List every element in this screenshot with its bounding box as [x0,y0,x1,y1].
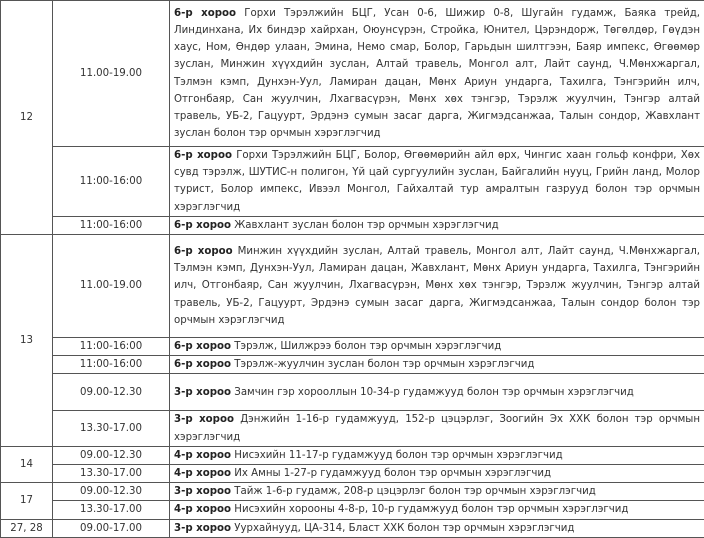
location-text: Жавхлант зуслан болон тэр орчмын хэрэглэгчид [234,220,498,231]
day-cell: 17 [1,483,53,519]
location-text: Уурхайнууд, ЦА-314, Бласт ХХК болон тэр орчмын хэрэглэгчид [234,523,574,534]
khoroo-label: 6-р хороо [174,246,233,257]
location-text: Тэрэлж-жуулчин зуслан болон тэр орчмын хэрэглэгчид [234,359,534,370]
description-cell [170,235,704,338]
khoroo-label: 3-р хороо [174,387,231,398]
khoroo-label: 4-р хороо [174,468,231,479]
khoroo-label: 6-р хороо [174,341,231,352]
day-cell: 13 [1,235,53,447]
table-row [1,374,704,411]
table-row [1,147,704,217]
description-cell [170,411,704,446]
description-cell [170,501,704,519]
table-row [1,1,704,147]
location-text: Нисэхийн хорооны 4-8-р, 10-р гудамжууд болон тэр орчмын хэрэглэгчид [234,504,628,515]
table-row [1,446,704,464]
table-row [1,338,704,356]
khoroo-label: 3-р хороо [174,414,234,425]
khoroo-label: 3-р хороо [174,486,231,497]
table-row [1,356,704,374]
location-text: Горхи Тэрэлжийн БЦГ, Усан 0-6, Шижир 0-8, Шугайн гудамж, Баяка трейд, Линдинхана, Их биндэр хайрхан, Оюунсүрэн, Стройка, Юнител, Цэрэндорж, Төгөлдөр, Гөүдэн хаус, Ном, Өндөр улаан, Эмина, Немо смар, Болор, Гарьдын шилтгээн, Баяр импекс, Өгөөмөр зуслан, Минжин хүүхдийн зуслан, Алтай травель, Монгол алт, Лайт саунд, Ч.Мөнхжаргал, Тэлмэн кэмп, Дунхэн-Уул, Ламиран дацан, Мөнх Ариун ундарга, Тахилга, Тэнгэрийн илч, Отгонбаяр, Сан жуулчин, Лхагвасүрэн, Мөнх хөх тэнгэр, Тэрэлж жуулчин, Тэнгэр алтай травель, УБ-2, Гацуурт, Эрдэнэ сумын засаг дарга, Жигмэдсанжаа, Талын сондор, Жавхлант зуслан болон тэр орчмын хэрэглэгчид [174,8,700,139]
time-cell: 13.30-17.00 [53,465,170,483]
description-cell [170,519,704,537]
day-cell: 14 [1,446,53,482]
table-row [1,411,704,446]
description-cell [170,216,704,234]
time-cell: 11:00-16:00 [53,338,170,356]
location-text: Нисэхийн 11-17-р гудамжууд болон тэр орчмын хэрэглэгчид [234,450,562,461]
description-cell [170,374,704,411]
location-text: Дэнжийн 1-16-р гудамжууд, 152-р цэцэрлэг, Зоогийн Эх ХХК болон тэр орчмын хэрэглэгчид [174,414,700,442]
time-cell: 09.00-17.00 [53,519,170,537]
time-cell: 11.00-19.00 [53,235,170,338]
table-row [1,235,704,338]
khoroo-label: 6-р хороо [174,220,231,231]
description-cell [170,483,704,501]
location-text: Горхи Тэрэлжийн БЦГ, Болор, Өгөөмөрийн айл өрх, Чингис хаан гольф конфри, Хөх сувд тэрэлж, ШУТИС-н полигон, Үй цай сургуулийн зуслан, Байгалийн нууц, Грийн ланд, Молор турист, Болор импекс, Ивээл Монгол, Гайхалтай тур амралтын газрууд болон тэр орчмын хэрэглэгчид [174,150,700,213]
time-cell: 11:00-16:00 [53,147,170,217]
day-cell: 27, 28 [1,519,53,537]
table-row [1,501,704,519]
time-cell: 13.30-17.00 [53,501,170,519]
time-cell: 09.00-12.30 [53,374,170,411]
day-cell: 12 [1,1,53,235]
description-cell [170,1,704,147]
khoroo-label: 6-р хороо [174,8,236,19]
description-cell [170,147,704,217]
time-cell: 09.00-12.30 [53,446,170,464]
location-text: Замчин гэр хорооллын 10-34-р гудамжууд болон тэр орчмын хэрэглэгчид [234,387,634,398]
time-cell: 11.00-19.00 [53,1,170,147]
time-cell: 11:00-16:00 [53,356,170,374]
location-text: Тэрэлж, Шилжрээ болон тэр орчмын хэрэглэгчид [234,341,501,352]
time-cell: 13.30-17.00 [53,411,170,446]
location-text: Минжин хүүхдийн зуслан, Алтай травель, Монгол алт, Лайт саунд, Ч.Мөнхжаргал, Тэлмэн кэмп, Дунхэн-Уул, Ламиран дацан, Жавхлант, Мөнх Ариун ундарга, Тахилга, Тэнгэрийн илч, Отгонбаяр, Сан жуулчин, Лхагвасүрэн, Мөнх хөх тэнгэр, Тэрэлж жуулчин, Тэнгэр алтай травель, УБ-2, Гацуурт, Эрдэнэ сумын засаг дарга, Жигмэдсанжаа, Талын сондор болон тэр орчмын хэрэглэгчид [174,246,700,326]
description-cell [170,338,704,356]
khoroo-label: 6-р хороо [174,359,231,370]
khoroo-label: 6-р хороо [174,150,232,161]
location-text: Тайж 1-6-р гудамж, 208-р цэцэрлэг болон тэр орчмын хэрэглэгчид [234,486,595,497]
description-cell [170,446,704,464]
khoroo-label: 4-р хороо [174,450,231,461]
table-row [1,483,704,501]
description-cell [170,356,704,374]
location-text: Их Амны 1-27-р гудамжууд болон тэр орчмын хэрэглэгчид [234,468,551,479]
table-row [1,216,704,234]
table-row [1,465,704,483]
khoroo-label: 3-р хороо [174,523,231,534]
table-row [1,519,704,537]
time-cell: 09.00-12.30 [53,483,170,501]
time-cell: 11:00-16:00 [53,216,170,234]
khoroo-label: 4-р хороо [174,504,231,515]
description-cell [170,465,704,483]
